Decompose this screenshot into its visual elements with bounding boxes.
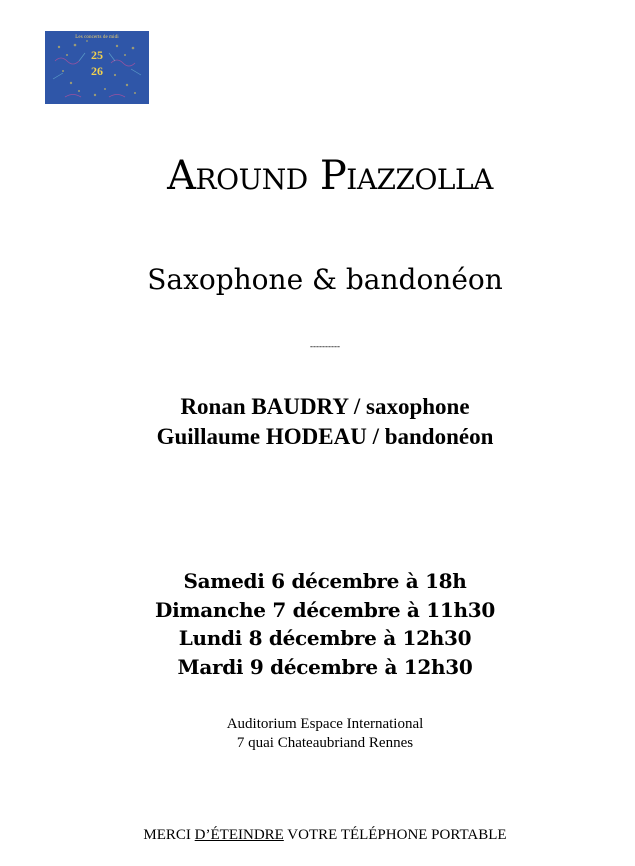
date-3: Lundi 8 décembre à 12h30 [178,626,472,650]
notice-part-1: MERCI [143,827,195,843]
concert-dates [0,567,635,681]
concert-series-logo [45,31,149,104]
logo-year-start: 25 [91,48,103,62]
venue-name: Auditorium Espace International [226,716,424,732]
logo-series-name: Les concerts de midi [75,35,119,40]
venue-info [0,715,635,753]
performers-list [0,392,635,452]
venue-address: 7 quai Chateaubriand Rennes [236,735,414,751]
performer-1: Ronan BAUDRY / saxophone [180,394,470,419]
performer-2: Guillaume HODEAU / bandonéon [156,424,494,449]
logo-year-end: 26 [91,64,103,78]
concert-title: Around Piazzolla [167,153,493,199]
date-4: Mardi 9 décembre à 12h30 [177,654,473,679]
notice-part-3: VOTRE TÉLÉPHONE PORTABLE [283,827,507,843]
concert-subtitle: Saxophone & bandonéon [147,263,503,296]
notice-part-2: D’ÉTEINDRE [194,827,284,843]
section-divider: ---------- [310,341,340,351]
date-1: Samedi 6 décembre à 18h [183,569,467,593]
phone-notice [0,826,635,845]
date-2: Dimanche 7 décembre à 11h30 [155,597,495,622]
